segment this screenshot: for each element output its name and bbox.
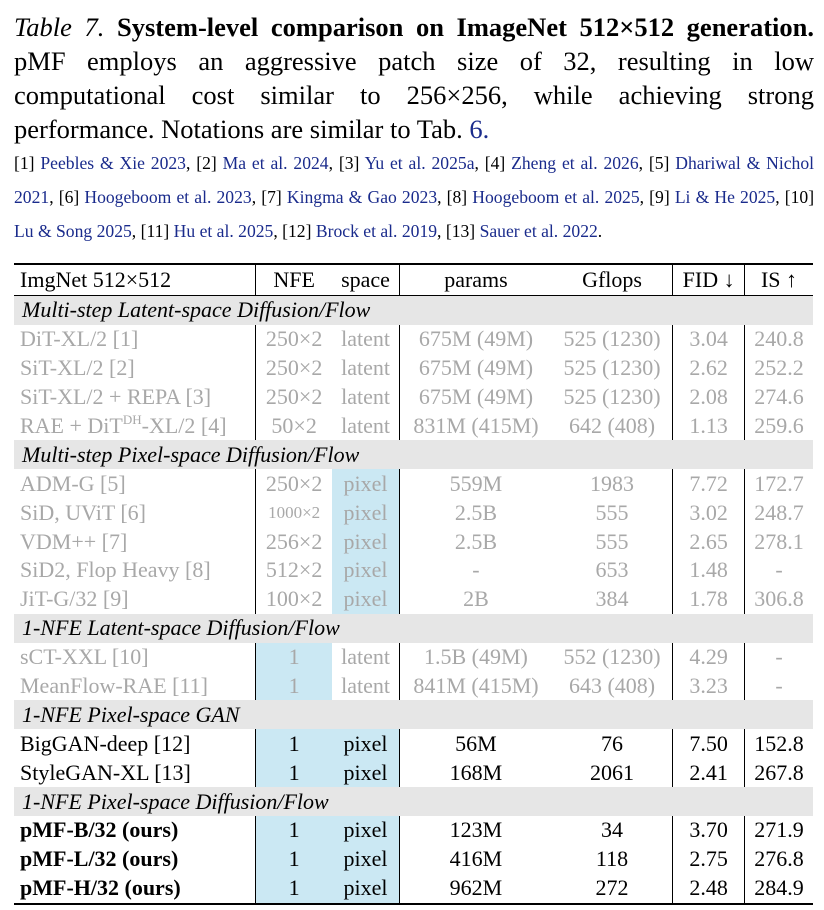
section-header [14,440,813,469]
cell-is: 274.6 [745,383,814,412]
table-row [14,845,813,874]
table-caption [14,10,814,248]
cell-is: - [745,556,814,585]
table-row [14,758,813,787]
ref-num: [3] [338,153,360,173]
citation-link[interactable]: Brock et al. 2019 [315,221,438,241]
cell-fid: 2.62 [673,354,745,383]
citation-link[interactable]: Yu et al. 2025a [364,153,475,173]
cell-space: pixel [332,527,400,556]
section-header [14,700,813,729]
citation-link[interactable]: Zheng et al. 2026 [511,153,639,173]
cell-space: latent [341,413,390,438]
cell-nfe: 1 [256,643,332,672]
section-label: Multi-step Pixel-space Diffusion/Flow [14,440,813,469]
cell-params: 1.5B (49M) [400,643,552,672]
citation-link[interactable]: Hoogeboom et al. 2025 [472,187,640,207]
cell-fid: 1.48 [673,556,745,585]
cell-is: 240.8 [745,325,814,354]
ref-num: [9] [649,187,670,207]
cell-method: SiD, UViT [6] [20,499,146,525]
cell-is: - [745,643,814,672]
cell-space: latent [341,673,390,699]
cell-gflops: 653 [595,557,629,583]
cell-is: 276.8 [745,845,814,874]
cell-nfe: 250×2 [256,325,332,354]
cell-space: pixel [332,556,400,585]
cell-fid: 1.78 [673,585,745,614]
citation-link[interactable]: Dhariwal & Nichol 2021 [14,153,815,207]
method-superscript: DH [122,412,142,427]
cell-gflops: 118 [595,846,629,872]
table-row [14,874,813,904]
reference-list: [1] Peebles & Xie 2023, [2] Ma et al. 2024, [3] Yu et al. 2025a, [4] Zheng et al. 2026, [5] Dhariwal & Nichol 2021, [6] Hoogeboom et al. 2023, [7] Kingma & Gao 2023, [8] Hoogeboom et al. 2025, [9] Li & He 2025, [10] Lu & Song 2025, [11] Hu et al. 2025, [12] Brock et al. 2019, [13] Sauer et al. 2022. [14,153,815,241]
cell-is: 284.9 [745,874,814,904]
cell-gflops: 525 (1230) [563,355,661,381]
cell-params: 841M (415M) [400,672,552,701]
ref-num: [7] [261,187,282,207]
cell-nfe: 1 [256,874,332,904]
cell-fid: 3.02 [673,498,745,527]
cell-nfe: 250×2 [256,354,332,383]
cell-params: 123M [400,816,552,845]
cell-fid: 1.13 [673,412,745,441]
table-row [14,585,813,614]
cell-gflops: 555 [595,499,629,525]
cell-gflops: 525 (1230) [563,326,661,352]
citation-link[interactable]: Li & He 2025 [674,187,776,207]
citation-link[interactable]: Ma et al. 2024 [222,153,329,173]
cell-fid: 3.70 [673,816,745,845]
caption-title: System-level comparison on ImageNet 512×512 generation. [117,12,815,42]
cell-params: 56M [400,729,552,758]
cell-gflops: 384 [595,586,629,612]
ref-num: [11] [140,221,170,241]
cell-fid: 2.08 [673,383,745,412]
ref-num: [4] [484,153,506,173]
cell-gflops: 552 (1230) [563,644,661,670]
header-gflops: Gflops [552,264,673,296]
cell-space: pixel [332,498,400,527]
cell-fid: 3.04 [673,325,745,354]
cell-params: 416M [400,845,552,874]
cell-nfe: 1 [256,672,332,701]
cell-params: 831M (415M) [400,412,552,441]
citation-link[interactable]: Hu et al. 2025 [173,221,274,241]
cell-gflops: 76 [601,730,624,756]
cell-gflops: 642 (408) [568,413,656,438]
table-number: Table 7. [14,12,105,42]
cell-space: latent [341,326,390,352]
cell-nfe: 50×2 [256,412,332,441]
cell-method: sCT-XXL [10] [20,644,149,670]
cell-params: 675M (49M) [400,325,552,354]
cell-method: SiT-XL/2 + REPA [3] [20,384,212,410]
cell-fid: 7.72 [673,469,745,498]
cell-is: 248.7 [745,498,814,527]
table-row [14,383,813,412]
cell-space: pixel [332,874,400,904]
header-row [14,264,813,296]
cell-method: pMF-B/32 (ours) [20,817,179,843]
table-row [14,325,813,354]
cell-method [14,412,256,441]
cell-gflops: 34 [601,817,624,843]
section-label: 1-NFE Pixel-space GAN [14,700,813,729]
cell-is: - [745,672,814,701]
caption-text [14,10,814,146]
cell-nfe: 1000×2 [256,498,332,527]
cell-method: SiT-XL/2 [2] [20,355,135,381]
cell-fid: 7.50 [673,729,745,758]
cell-params: 168M [400,758,552,787]
section-header [14,296,813,325]
cell-gflops: 643 (408) [568,673,656,699]
cell-method: VDM++ [7] [20,528,128,554]
citation-link[interactable]: Sauer et al. 2022 [479,221,598,241]
ref-num: [5] [648,153,670,173]
tab-ref-link[interactable]: 6. [469,114,490,144]
table-row [14,469,813,498]
table-row [14,556,813,585]
header-fid: FID ↓ [673,264,745,296]
cell-nfe: 1 [256,845,332,874]
cell-method: MeanFlow-RAE [11] [20,673,208,699]
cell-gflops: 525 (1230) [563,384,661,410]
cell-params: - [400,556,552,585]
citation-link[interactable]: Peebles & Xie 2023 [40,153,186,173]
ref-num: [8] [446,187,468,207]
cell-is: 172.7 [745,469,814,498]
cell-space: latent [341,384,390,410]
section-label: 1-NFE Pixel-space Diffusion/Flow [14,787,813,816]
cell-nfe: 1 [256,729,332,758]
cell-space: latent [341,355,390,381]
cell-nfe: 250×2 [256,383,332,412]
cell-fid: 2.65 [673,527,745,556]
cell-nfe: 1 [256,816,332,845]
cell-params: 962M [400,874,552,904]
cell-method: SiD2, Flop Heavy [8] [20,557,211,583]
cell-method: BigGAN-deep [12] [20,730,191,756]
header-nfe: NFE [256,264,332,296]
cell-gflops: 555 [595,528,629,554]
cell-is: 271.9 [745,816,814,845]
ref-num: [13] [445,221,476,241]
citation-link[interactable]: Lu & Song 2025 [14,221,132,241]
cell-params: 2.5B [400,527,552,556]
table-row [14,354,813,383]
ref-num: [6] [58,187,80,207]
comparison-table [14,263,813,905]
table-row [14,527,813,556]
cell-is: 306.8 [745,585,814,614]
cell-space: latent [341,644,390,670]
header-method: ImgNet 512×512 [14,264,256,296]
cell-gflops: 272 [552,874,673,904]
cell-method: ADM-G [5] [20,470,126,496]
table-row [14,412,813,441]
header-params: params [400,264,552,296]
ref-num: [1] [14,153,35,173]
cell-method: pMF-H/32 (ours) [14,874,256,904]
cell-gflops: 2061 [590,759,635,785]
section-header [14,787,813,816]
ref-num: [12] [282,221,312,241]
cell-space: pixel [332,729,400,758]
cell-space: pixel [332,758,400,787]
table-row [14,498,813,527]
cell-method: pMF-L/32 (ours) [20,846,179,872]
cell-space: pixel [332,469,400,498]
cell-params: 675M (49M) [400,383,552,412]
cell-params: 559M [400,469,552,498]
cell-params: 2B [400,585,552,614]
citation-link[interactable]: Kingma & Gao 2023 [286,187,438,207]
cell-method: DiT-XL/2 [1] [20,326,139,352]
table-row [14,672,813,701]
cell-is: 278.1 [745,527,814,556]
cell-method: StyleGAN-XL [13] [20,759,191,785]
table-row [14,729,813,758]
section-label: 1-NFE Latent-space Diffusion/Flow [14,614,813,643]
cell-fid: 4.29 [673,643,745,672]
caption-body: pMF employs an aggressive patch size of 32, resulting in low computational cost similar to 256×256, while achieving strong performance. Notations are similar to Tab. [14,46,814,144]
cell-params: 675M (49M) [400,354,552,383]
section-label: Multi-step Latent-space Diffusion/Flow [14,296,813,325]
cell-nfe: 256×2 [256,527,332,556]
cell-fid: 2.48 [673,874,745,904]
cell-params: 2.5B [400,498,552,527]
cell-gflops: 1983 [590,470,635,496]
cell-nfe: 100×2 [256,585,332,614]
table-row [14,643,813,672]
ref-num: [10] [784,187,815,207]
cell-fid: 2.41 [673,758,745,787]
cell-nfe: 250×2 [256,469,332,498]
cell-is: 152.8 [745,729,814,758]
cell-fid: 2.75 [673,845,745,874]
cell-method: JiT-G/32 [9] [20,586,129,612]
cell-fid: 3.23 [673,672,745,701]
cell-nfe: 1 [256,758,332,787]
cell-is: 252.2 [745,354,814,383]
section-header [14,614,813,643]
table-row [14,816,813,845]
citation-link[interactable]: Hoogeboom et al. 2023 [84,187,252,207]
header-is: IS ↑ [745,264,814,296]
cell-space: pixel [332,816,400,845]
cell-is: 259.6 [745,412,814,441]
method-name: RAE + DiT [20,413,123,438]
ref-num: [2] [196,153,217,173]
method-suffix: -XL/2 [4] [141,413,227,438]
cell-nfe: 512×2 [256,556,332,585]
cell-space: pixel [332,845,400,874]
header-space: space [332,264,400,296]
cell-space: pixel [332,585,400,614]
cell-is: 267.8 [745,758,814,787]
